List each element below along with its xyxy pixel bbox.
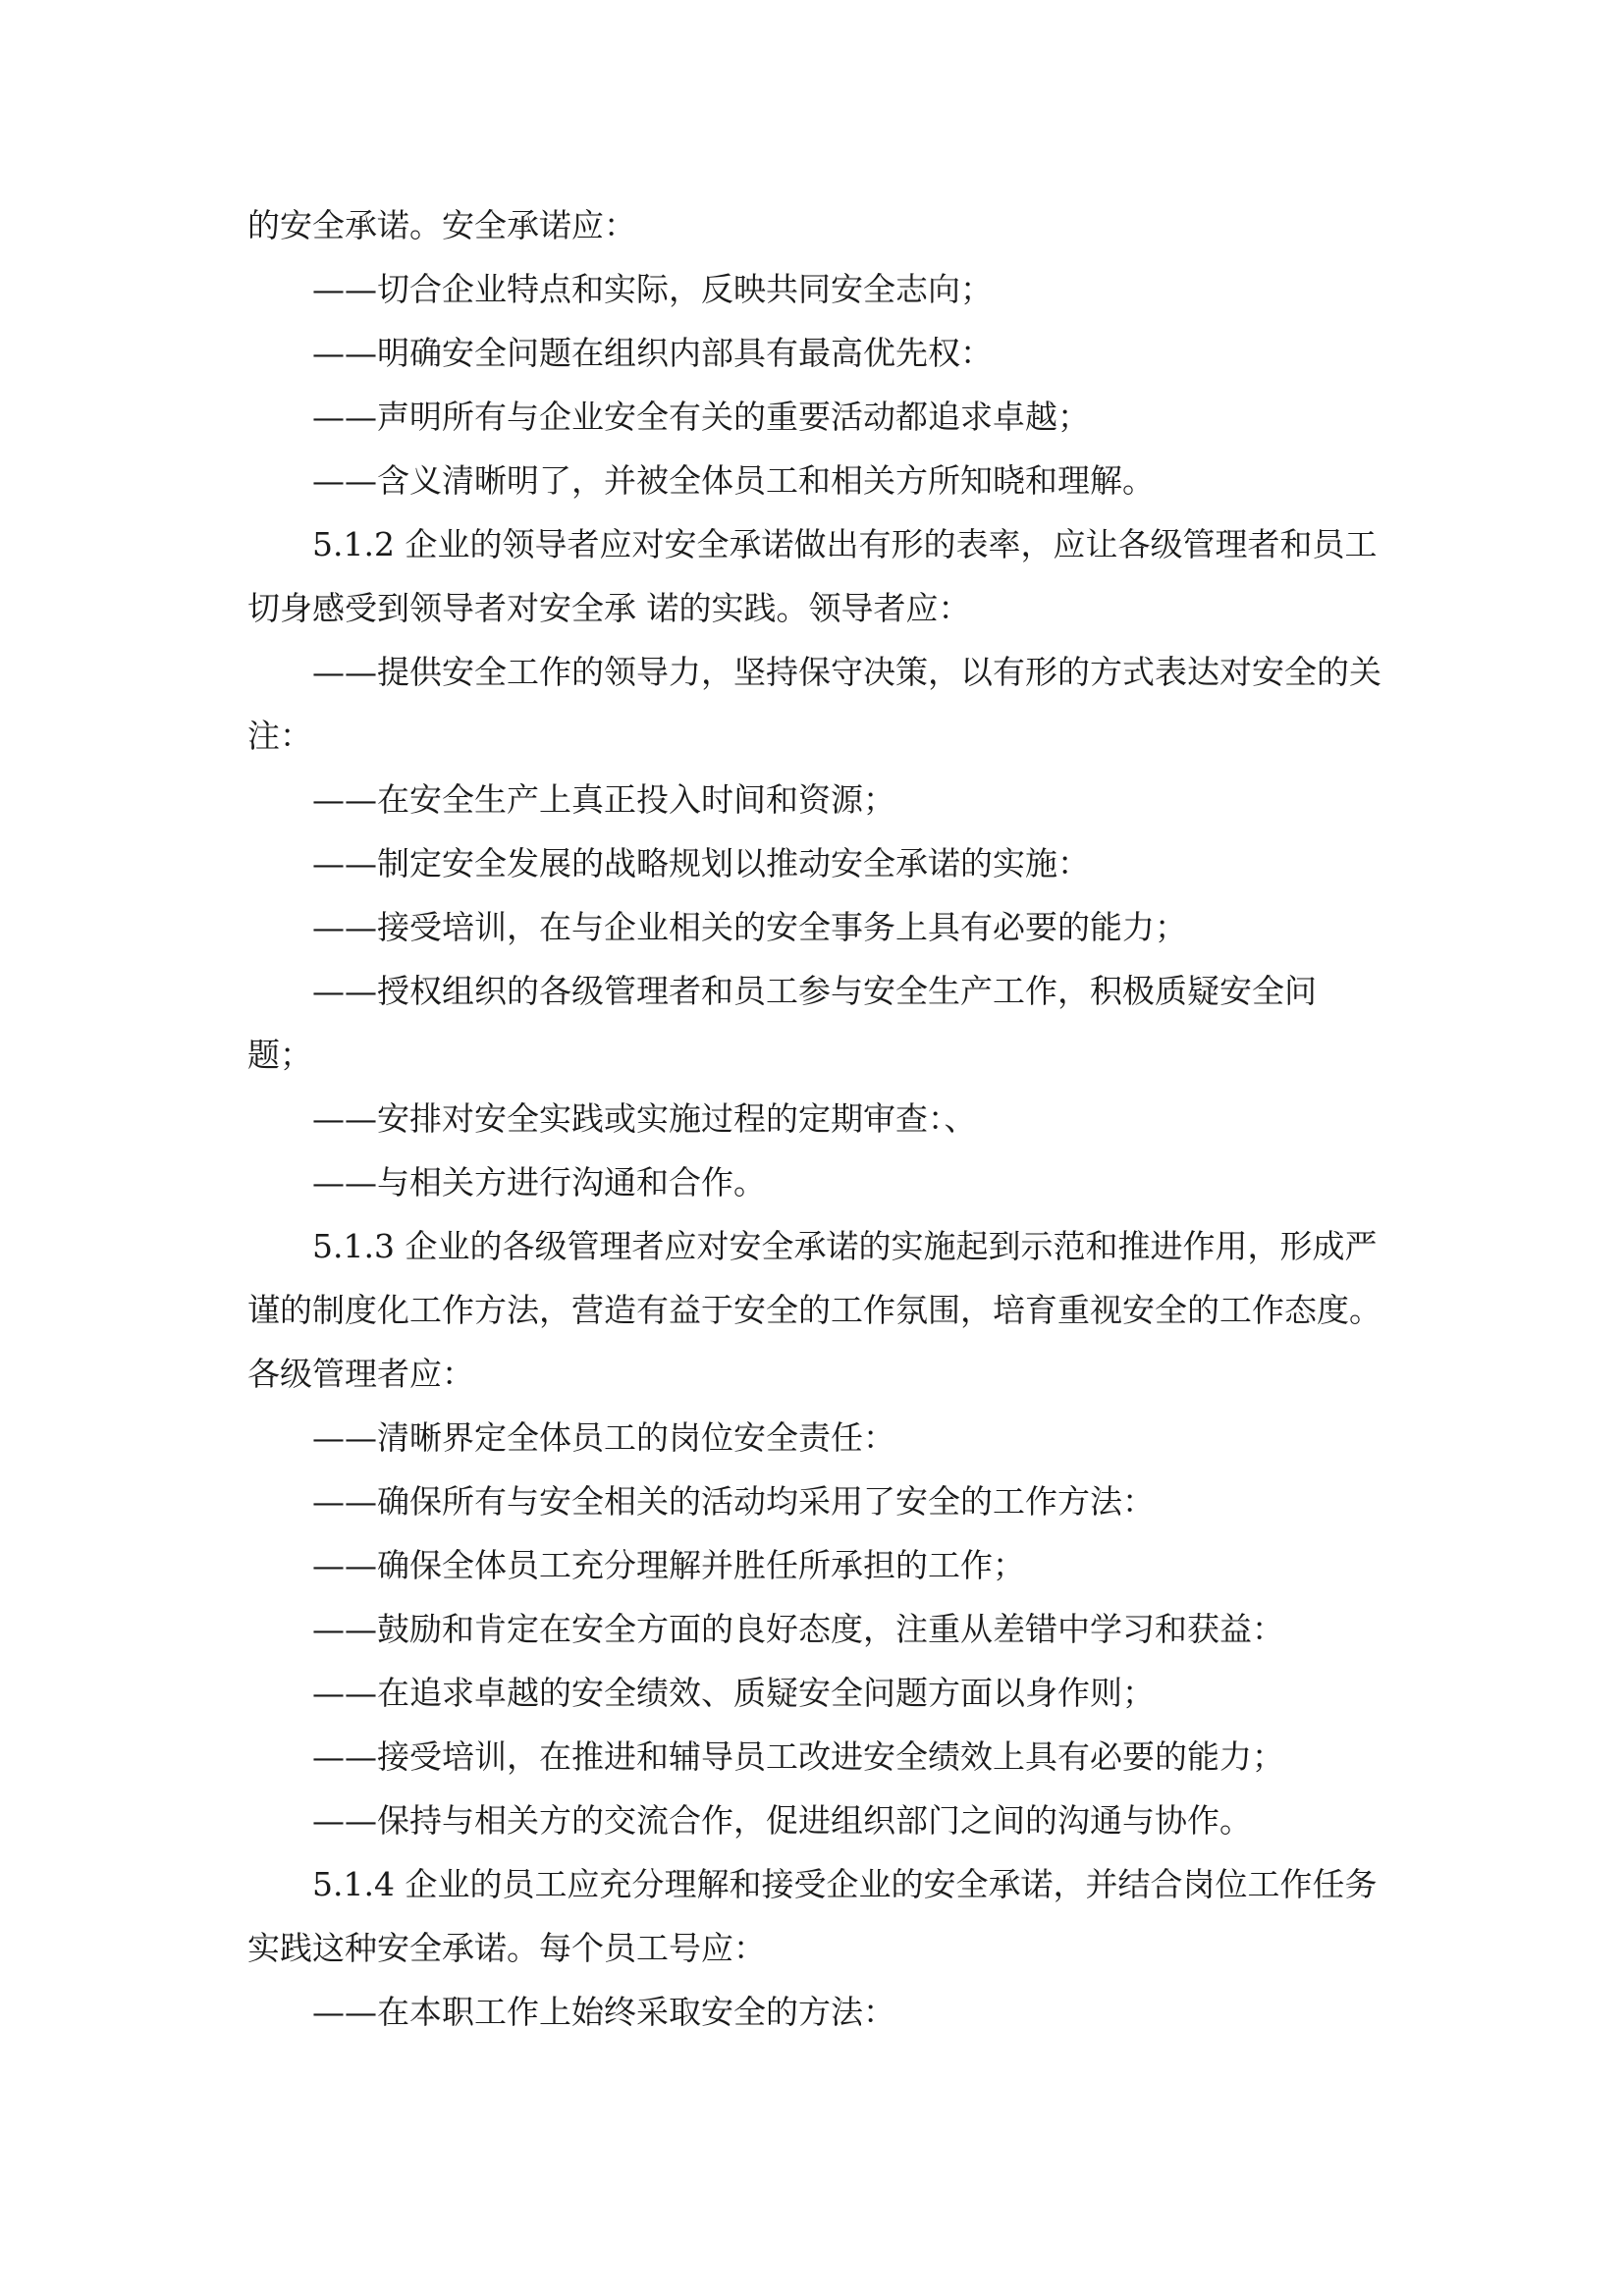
section-5-1-3: 5.1.3 企业的各级管理者应对安全承诺的实施起到示范和推进作用，形成严 xyxy=(312,1227,1378,1265)
text-line: 题； xyxy=(247,1036,312,1074)
list-item: ——清晰界定全体员工的岗位安全责任： xyxy=(312,1418,895,1457)
list-item: ——与相关方进行沟通和合作。 xyxy=(312,1163,766,1201)
list-item: ——在本职工作上始终采取安全的方法： xyxy=(312,1993,895,2031)
list-item: ——鼓励和肯定在安全方面的良好态度，注重从差错中学习和获益： xyxy=(312,1610,1284,1648)
list-item: ——接受培训，在推进和辅导员工改进安全绩效上具有必要的能力； xyxy=(312,1737,1284,1776)
list-item: ——保持与相关方的交流合作，促进组织部门之间的沟通与协作。 xyxy=(312,1801,1252,1840)
list-item: ——提供安全工作的领导力，坚持保守决策，以有形的方式表达对安全的关 xyxy=(312,653,1381,691)
list-item: ——声明所有与企业安全有关的重要活动都追求卓越； xyxy=(312,398,1090,436)
text-line: 切身感受到领导者对安全承 诺的实践。领导者应： xyxy=(247,589,971,627)
list-item: ——含义清晰明了，并被全体员工和相关方所知晓和理解。 xyxy=(312,461,1155,500)
list-item: ——切合企业特点和实际，反映共同安全志向； xyxy=(312,270,993,308)
list-item: ——明确安全问题在组织内部具有最高优先权： xyxy=(312,334,993,372)
text-line: 谨的制度化工作方法，营造有益于安全的工作氛围，培育重视安全的工作态度。 xyxy=(247,1291,1381,1329)
section-5-1-4: 5.1.4 企业的员工应充分理解和接受企业的安全承诺，并结合岗位工作任务 xyxy=(312,1865,1378,1903)
text-line: 的安全承诺。安全承诺应： xyxy=(247,206,636,244)
document-page xyxy=(247,201,1390,2037)
text-line: 注： xyxy=(247,717,312,755)
list-item: ——制定安全发展的战略规划以推动安全承诺的实施： xyxy=(312,844,1090,882)
list-item: ——在安全生产上真正投入时间和资源； xyxy=(312,780,895,819)
text-line: 实践这种安全承诺。每个员工号应： xyxy=(247,1929,766,1967)
text-line: 各级管理者应： xyxy=(247,1355,474,1393)
list-item: ——接受培训，在与企业相关的安全事务上具有必要的能力； xyxy=(312,908,1187,946)
section-5-1-2: 5.1.2 企业的领导者应对安全承诺做出有形的表率，应让各级管理者和员工 xyxy=(312,525,1378,563)
list-item: ——确保全体员工充分理解并胜任所承担的工作； xyxy=(312,1546,1025,1584)
list-item: ——确保所有与安全相关的活动均采用了安全的工作方法： xyxy=(312,1482,1155,1521)
list-item: ——安排对安全实践或实施过程的定期审查：、 xyxy=(312,1099,977,1138)
list-item: ——授权组织的各级管理者和员工参与安全生产工作，积极质疑安全问 xyxy=(312,972,1317,1010)
list-item: ——在追求卓越的安全绩效、质疑安全问题方面以身作则； xyxy=(312,1674,1155,1712)
